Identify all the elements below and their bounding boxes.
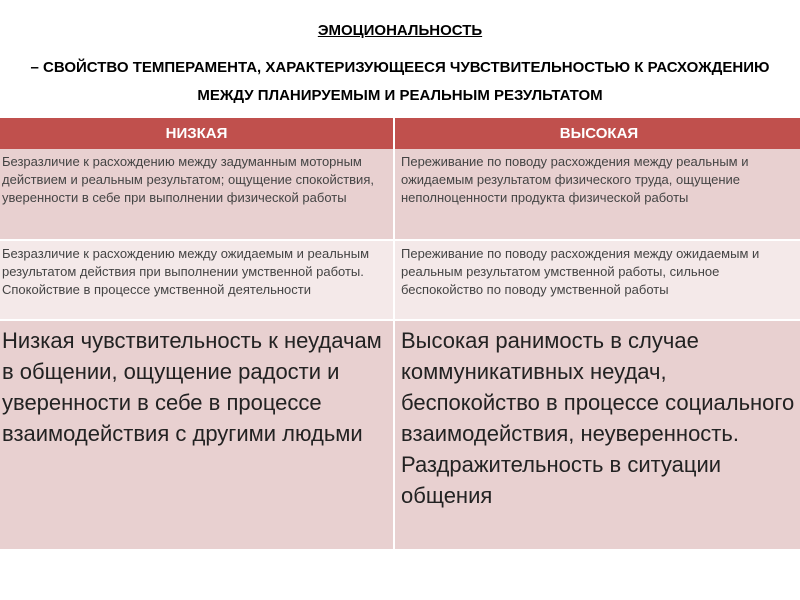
column-header-low: НИЗКАЯ: [0, 118, 394, 149]
cell-high-mental: Переживание по поводу расхождения между ожидаемым и реальным результатом умственной работы, сильное беспокойство по поводу умственной работы: [394, 240, 800, 320]
slide-subtitle: – СВОЙСТВО ТЕМПЕРАМЕНТА, ХАРАКТЕРИЗУЮЩЕЕСЯ ЧУВСТВИТЕЛЬНОСТЬЮ К РАСХОЖДЕНИЮ МЕЖДУ ПЛАНИРУЕМЫМ И РЕАЛЬНЫМ РЕЗУЛЬТАТОМ: [30, 59, 770, 104]
table-row-mental: [0, 240, 800, 320]
cell-high-social: Высокая ранимость в случае коммуникативных неудач, беспокойство в процессе социального взаимодействия, неуверенность. Раздражительность в ситуации общения: [394, 320, 800, 550]
comparison-table: [0, 118, 800, 551]
slide-title: ЭМОЦИОНАЛЬНОСТЬ: [317, 22, 483, 39]
cell-low-mental: Безразличие к расхождению между ожидаемым и реальным результатом действия при выполнении умственной работы. Спокойствие в процессе умственной деятельности: [0, 240, 394, 320]
table-row-social: [0, 320, 800, 550]
column-header-high: ВЫСОКАЯ: [394, 118, 800, 149]
table-row-physical: [0, 149, 800, 240]
cell-high-physical: Переживание по поводу расхождения между реальным и ожидаемым результатом физического труда, ощущение неполноценности продукта физической работы: [394, 149, 800, 240]
cell-low-social: Низкая чувствительность к неудачам в общении, ощущение радости и уверенности в себе в процессе взаимодействия с другими людьми: [0, 320, 394, 550]
cell-low-physical: Безразличие к расхождению между задуманным моторным действием и реальным результатом; ощущение спокойствия, уверенности в себе при выполнении физической работы: [0, 149, 394, 240]
table-header-row: [0, 118, 800, 149]
